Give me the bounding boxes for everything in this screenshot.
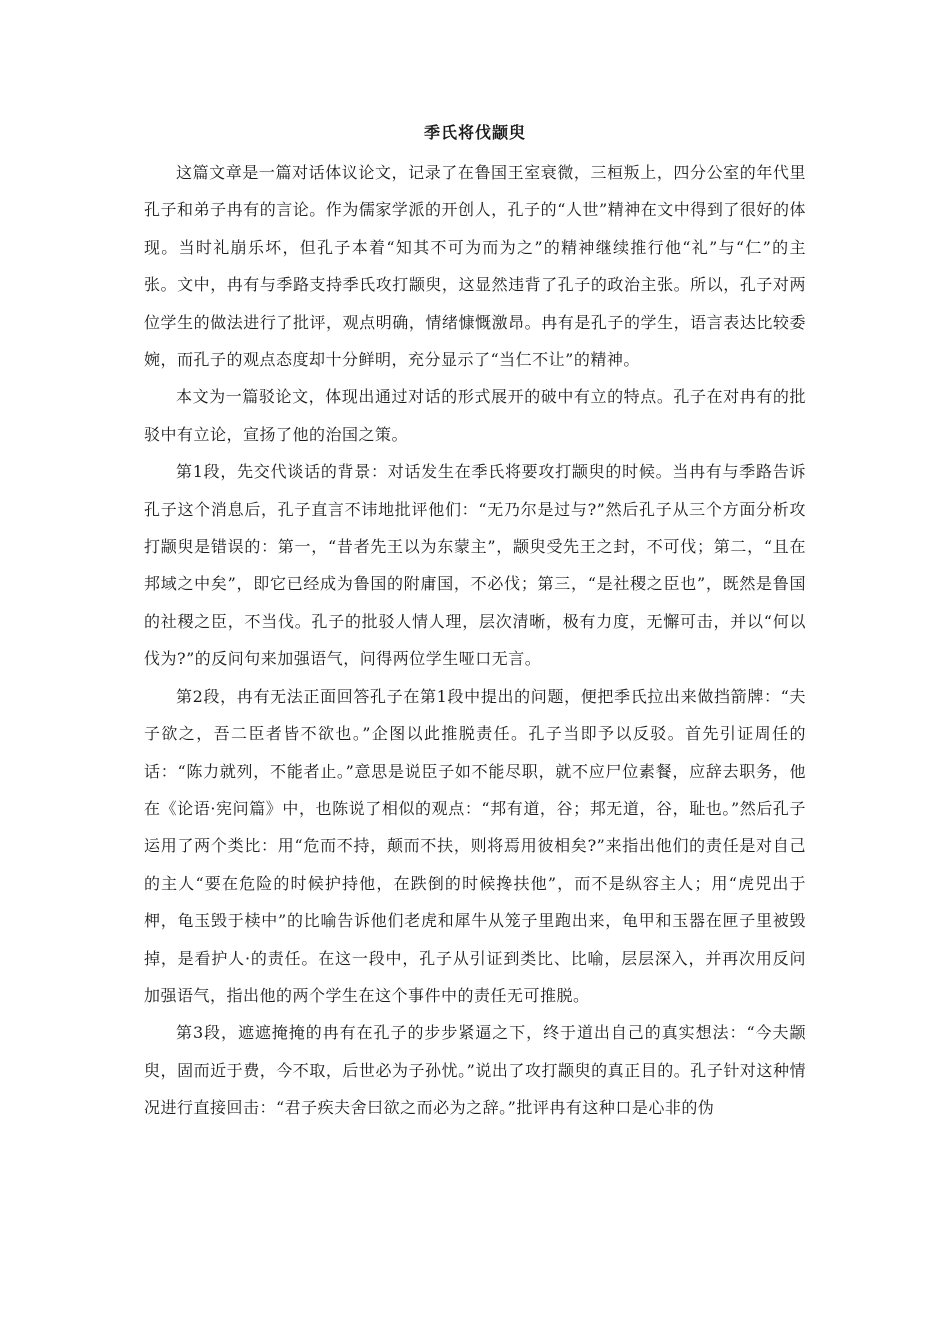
paragraph-section-1: 第1段，先交代谈话的背景：对话发生在季氏将要攻打颛臾的时候。当冉有与季路告诉孔子这个消息后，孔子直言不讳地批评他们：“无乃尔是过与?”然后孔子从三个方面分析攻打颛臾是错误的：第一，“昔者先王以为东蒙主”，颛臾受先王之封，不可伐；第二，“且在邦域之中矣”，即它已经成为鲁国的附庸国，不必伐；第三，“是社稷之臣也”，既然是鲁国的社稷之臣，不当伐。孔子的批驳人情人理，层次清晰，极有力度，无懈可击，并以“何以伐为?”的反问句来加强语气，问得两位学生哑口无言。 xyxy=(144,462,806,669)
document-body xyxy=(144,154,806,1127)
paragraph-intro: 这篇文章是一篇对话体议论文，记录了在鲁国王室衰微，三桓叛上，四分公室的年代里孔子和弟子冉有的言论。作为儒家学派的开创人，孔子的“人世”精神在文中得到了很好的体现。当时礼崩乐坏，但孔子本着“知其不可为而为之”的精神继续推行他“礼”与“仁”的主张。文中，冉有与季路支持季氏攻打颛臾，这显然违背了孔子的政治主张。所以，孔子对两位学生的做法进行了批评，观点明确，情绪慷慨激昂。冉有是孔子的学生，语言表达比较委婉，而孔子的观点态度却十分鲜明，充分显示了“当仁不让”的精神。 xyxy=(144,163,806,370)
paragraph-overview: 本文为一篇驳论文，体现出通过对话的形式展开的破中有立的特点。孔子在对冉有的批驳中有立论，宣扬了他的治国之策。 xyxy=(144,387,806,444)
paragraph-section-2: 第2段，冉有无法正面回答孔子在第1段中提出的问题，便把季氏拉出来做挡箭牌：“夫子欲之，吾二臣者皆不欲也。”企图以此推脱责任。孔子当即予以反驳。首先引证周任的话：“陈力就列，不能者止。”意思是说臣子如不能尽职，就不应尸位素餐，应辞去职务，他在《论语·宪问篇》中，也陈说了相似的观点：“邦有道，谷；邦无道，谷，耻也。”然后孔子运用了两个类比：用“危而不持，颠而不扶，则将焉用彼相矣?”来指出他们的责任是对自己的主人“要在危险的时候护持他，在跌倒的时候搀扶他”，而不是纵容主人；用“虎兕出于柙，龟玉毁于椟中”的比喻告诉他们老虎和犀牛从笼子里跑出来，龟甲和玉器在匣子里被毁掉，是看护人·的责任。在这一段中，孔子从引证到类比、比喻，层层深入，并再次用反问加强语气，指出他的两个学生在这个事件中的责任无可推脱。 xyxy=(144,686,806,1005)
paragraph-section-3: 第3段，遮遮掩掩的冉有在孔子的步步紧逼之下，终于道出自己的真实想法：“今夫颛臾，固而近于费，今不取，后世必为子孙忧。”说出了攻打颛臾的真正目的。孔子针对这种情况进行直接回击：“君子疾夫舍曰欲之而必为之辞。”批评冉有这种口是心非的伪 xyxy=(144,1023,806,1118)
document-title: 季氏将伐颛臾 xyxy=(423,123,526,142)
